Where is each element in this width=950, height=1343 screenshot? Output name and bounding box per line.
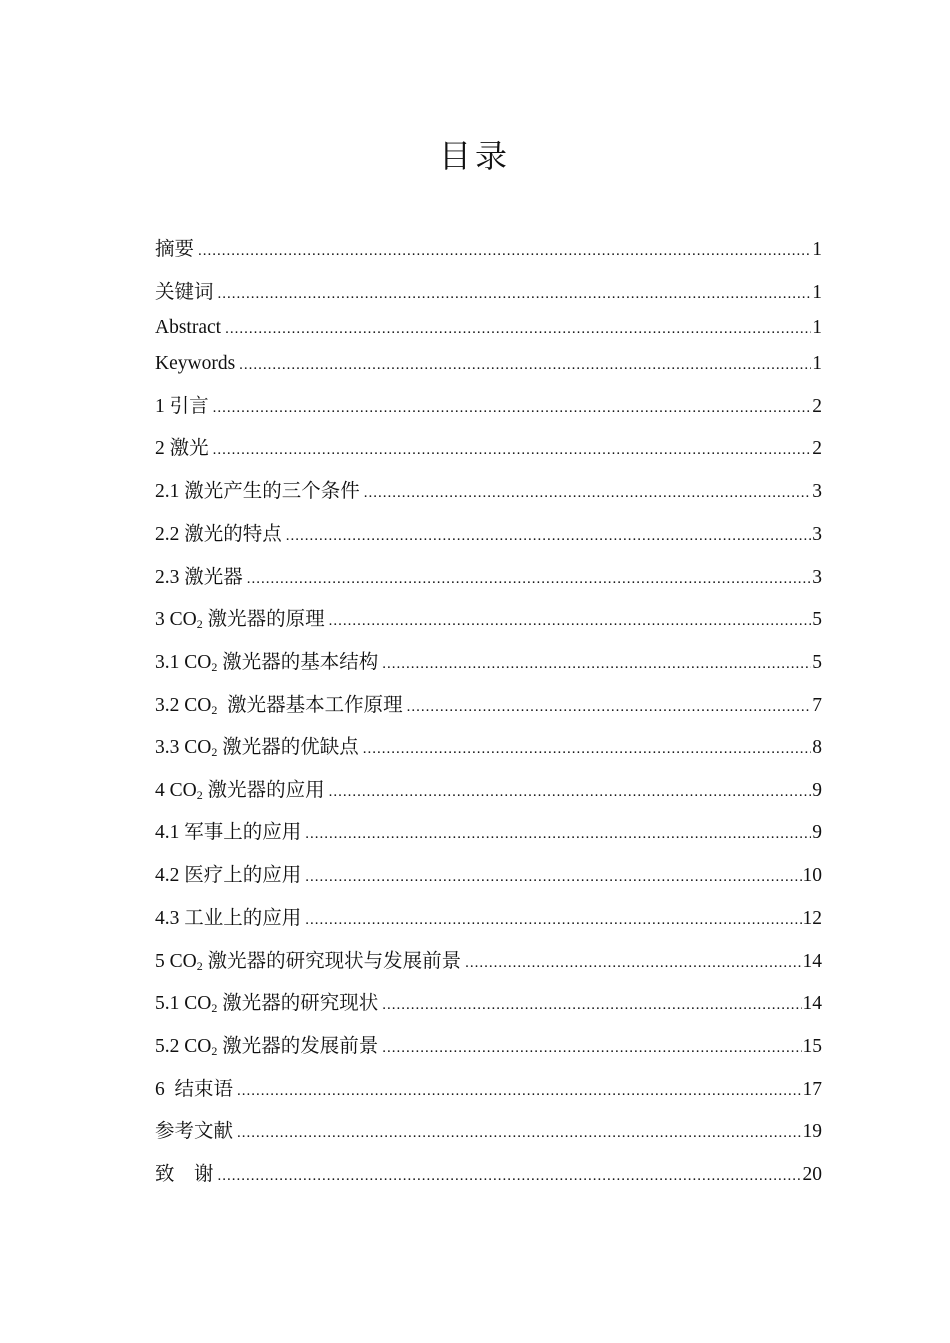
dot-leader (247, 564, 811, 594)
toc-entry[interactable] (155, 392, 822, 422)
toc-entry-label: 2 激光 (155, 438, 209, 459)
toc-page-number: 14 (802, 951, 822, 972)
toc-page-number: 1 (812, 317, 822, 338)
toc-entry-label: Abstract (155, 317, 222, 338)
toc-entry-label: 3.3 $CO_2$ 激光器的优缺点 (155, 737, 359, 759)
toc-entry[interactable] (155, 349, 822, 379)
toc-entry-label: 3.2 $CO_2$ 激光器基本工作原理 (155, 695, 403, 717)
toc-page-number: 9 (812, 822, 822, 843)
toc-entry-label: 参考文献 (155, 1121, 234, 1142)
toc-page-number: 5 (812, 652, 822, 673)
toc-entry[interactable] (155, 313, 822, 343)
toc-entry[interactable] (155, 947, 822, 977)
toc-entry[interactable] (155, 278, 822, 308)
dot-leader (239, 350, 811, 380)
dot-leader (329, 606, 812, 636)
toc-page-number: 5 (812, 609, 822, 630)
toc-title: 目录 (438, 138, 511, 174)
dot-leader (363, 734, 812, 764)
toc-entry[interactable] (155, 520, 822, 550)
toc-entry[interactable] (155, 235, 822, 265)
toc-page-number: 8 (812, 737, 822, 758)
dot-leader (198, 236, 811, 266)
toc-entry[interactable] (155, 477, 822, 507)
toc-entry[interactable] (155, 733, 822, 763)
toc-page-number: 3 (812, 481, 822, 502)
toc-page-number: 14 (802, 993, 822, 1014)
toc-entry-label: 2.2 激光的特点 (155, 524, 282, 545)
dot-leader (213, 435, 812, 465)
dot-leader (218, 1161, 802, 1191)
dot-leader (213, 393, 812, 423)
toc-entry[interactable] (155, 1032, 822, 1062)
toc-page-number: 17 (802, 1079, 822, 1100)
toc-entry-label: 摘要 (155, 239, 195, 260)
toc-entry[interactable] (155, 818, 822, 848)
toc-entry-label: 5.2 $CO_2$ 激光器的发展前景 (155, 1036, 379, 1058)
toc-entry-label: 3.1 $CO_2$ 激光器的基本结构 (155, 652, 379, 674)
toc-page-number: 3 (812, 567, 822, 588)
toc-page-number: 1 (812, 282, 822, 303)
toc-entry-label: 5 $CO_2$ 激光器的研究现状与发展前景 (155, 951, 462, 973)
dot-leader (305, 905, 801, 935)
toc-entry[interactable] (155, 691, 822, 721)
toc-page-number: 2 (812, 438, 822, 459)
toc-entry-label: Keywords (155, 353, 236, 374)
toc-entry-label: 1 引言 (155, 396, 209, 417)
toc-entry[interactable] (155, 861, 822, 891)
dot-leader (382, 990, 801, 1020)
toc-entry[interactable] (155, 605, 822, 635)
toc-entry-label: 3 $CO_2$ 激光器的原理 (155, 609, 325, 631)
toc-page-number: 7 (812, 695, 822, 716)
toc-entry-label: 4.2 医疗上的应用 (155, 865, 302, 886)
toc-entry[interactable] (155, 776, 822, 806)
dot-leader (305, 862, 801, 892)
dot-leader (382, 649, 811, 679)
dot-leader (407, 692, 812, 722)
dot-leader (329, 777, 812, 807)
dot-leader (225, 314, 811, 344)
toc-page-number: 20 (802, 1164, 822, 1185)
toc-entry-label: 4.3 工业上的应用 (155, 908, 302, 929)
dot-leader (237, 1076, 801, 1106)
toc-entry-label: 4.1 军事上的应用 (155, 822, 302, 843)
toc-entry[interactable] (155, 563, 822, 593)
toc-page-number: 1 (812, 239, 822, 260)
toc-entry-label: 关键词 (155, 282, 214, 303)
dot-leader (237, 1118, 801, 1148)
toc-page-number: 12 (802, 908, 822, 929)
toc-entry[interactable] (155, 648, 822, 678)
dot-leader (364, 478, 811, 508)
dot-leader (218, 279, 812, 309)
dot-leader (382, 1033, 801, 1063)
toc-entry[interactable] (155, 1075, 822, 1105)
toc-page-number: 15 (802, 1036, 822, 1057)
toc-page-number: 3 (812, 524, 822, 545)
toc-entry-label: 2.3 激光器 (155, 567, 243, 588)
toc-entry[interactable] (155, 989, 822, 1019)
toc-entry[interactable] (155, 434, 822, 464)
toc-page-number: 2 (812, 396, 822, 417)
toc-entry-label: 4 $CO_2$ 激光器的应用 (155, 780, 325, 802)
toc-page-number: 9 (812, 780, 822, 801)
dot-leader (465, 948, 801, 978)
toc-page-number: 19 (802, 1121, 822, 1142)
toc-entry[interactable] (155, 1117, 822, 1147)
toc-entry-label: 2.1 激光产生的三个条件 (155, 481, 360, 502)
toc-entry-label: 5.1 $CO_2$ 激光器的研究现状 (155, 993, 379, 1015)
dot-leader (305, 819, 811, 849)
toc-entry-label: 6 结束语 (155, 1079, 234, 1100)
toc-entry-label: 致 谢 (155, 1164, 214, 1185)
toc-page-number: 1 (812, 353, 822, 374)
toc-page-number: 10 (802, 865, 822, 886)
toc-entry[interactable] (155, 1160, 822, 1190)
dot-leader (286, 521, 811, 551)
toc-entry[interactable] (155, 904, 822, 934)
